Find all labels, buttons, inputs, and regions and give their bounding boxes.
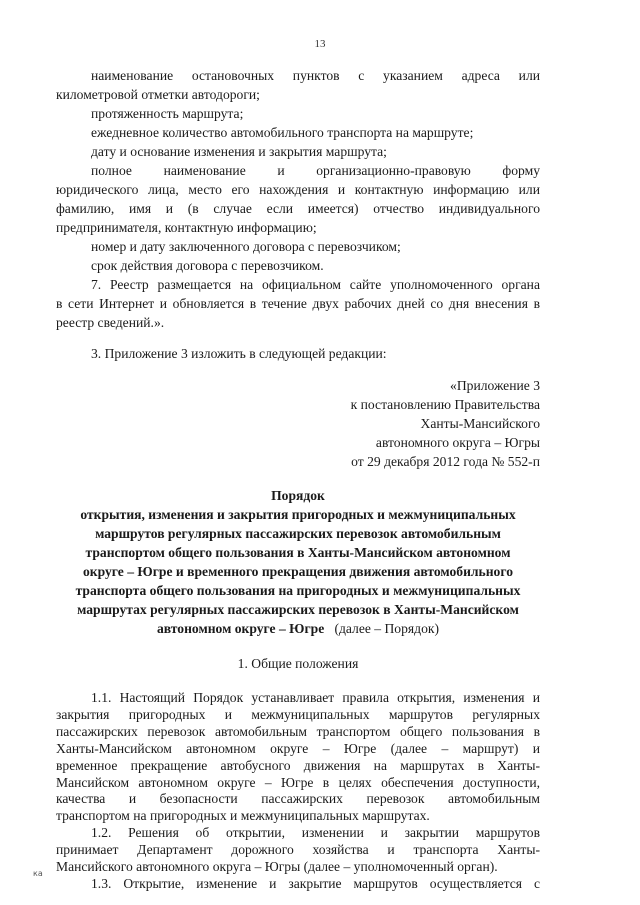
appendix-header-line: Ханты-Мансийского <box>420 416 540 431</box>
document-subtitle-line: транспорта общего пользования на пригородных и межмуниципальных <box>75 583 521 598</box>
document-subtitle-line: транспортом общего пользования в Ханты-Мансийском автономном <box>85 545 511 560</box>
appendix-header-line: от 29 декабря 2012 года № 552-п <box>351 454 540 469</box>
text-line: качества и безопасности пассажирских перевозок автомобильным <box>56 791 540 807</box>
text-line: километровой отметки автодороги; <box>56 87 260 102</box>
document-subtitle-line <box>56 621 540 637</box>
text-line: 7. Реестр размещается на официальном сайте уполномоченного органа <box>91 277 540 292</box>
document-subtitle-line: открытия, изменения и закрытия пригородных и межмуниципальных <box>80 507 516 522</box>
amendment-line: 3. Приложение 3 изложить в следующей редакции: <box>91 346 387 361</box>
text-line: Мансийского автономного округа – Югры (далее – уполномоченный орган). <box>56 859 498 875</box>
document-subtitle-line: маршрутах регулярных пассажирских перевозок в Ханты-Мансийском <box>77 602 519 617</box>
page-number: 13 <box>314 38 326 50</box>
text-line: срок действия договора с перевозчиком. <box>91 258 324 273</box>
text-line: ежедневное количество автомобильного транспорта на маршруте; <box>91 125 474 140</box>
text-line: фамилию, имя и (в случае если имеется) отчество индивидуального <box>56 201 540 216</box>
document-subtitle-line: маршрутов регулярных пассажирских перевозок автомобильным <box>95 526 501 541</box>
text-line: реестр сведений.». <box>56 315 165 330</box>
text-line: принимает Департамент дорожного хозяйства и транспорта Ханты- <box>56 842 540 858</box>
footer-mark: ка <box>33 869 43 878</box>
document-subtitle-line: округе – Югре и временного прекращения движения автомобильного <box>83 564 513 579</box>
text-line: полное наименование и организационно-правовую форму <box>91 163 540 178</box>
text-line: закрытия пригородных и межмуниципальных маршрутов регулярных <box>56 706 540 722</box>
text-line: дату и основание изменения и закрытия маршрута; <box>91 144 387 159</box>
text-line: 1.1. Настоящий Порядок устанавливает правила открытия, изменения и <box>91 690 540 705</box>
text-line: протяженность маршрута; <box>91 106 244 121</box>
appendix-header-line: автономного округа – Югры <box>375 435 540 450</box>
section-heading: 1. Общие положения <box>237 656 359 671</box>
text-line: номер и дату заключенного договора с перевозчиком; <box>91 239 401 254</box>
appendix-header-line: «Приложение 3 <box>450 378 540 393</box>
subtitle-plain-part: (далее – Порядок) <box>334 621 440 636</box>
text-line: Ханты-Мансийском автономном округе – Югре (далее – маршрут) и <box>56 740 540 756</box>
text-line: Мансийском автономном округе – Югре в целях обеспечения доступности, <box>56 774 540 790</box>
text-line: временное прекращение автобусного движения на маршрутах в Ханты- <box>56 757 540 773</box>
document-title: Порядок <box>271 488 325 503</box>
text-line: в сети Интернет и обновляется в течение двух рабочих дней со дня внесения в <box>56 296 540 311</box>
text-line: наименование остановочных пунктов с указанием адреса или <box>91 68 540 83</box>
text-line: транспортом на пригородных и межмуниципальных маршрутах. <box>56 808 430 824</box>
text-line: 1.2. Решения об открытии, изменении и закрытии маршрутов <box>91 825 540 841</box>
text-line: предпринимателя, контактную информацию; <box>56 220 317 235</box>
text-line: 1.3. Открытие, изменение и закрытие маршрутов осуществляется с <box>91 876 540 891</box>
subtitle-bold-part: автономном округе – Югре <box>156 621 325 636</box>
text-line: юридического лица, место его нахождения и контактную информацию или <box>56 182 540 197</box>
appendix-header-line: к постановлению Правительства <box>350 397 540 412</box>
text-line: пассажирских перевозок автомобильным транспортом общего пользования в <box>56 723 540 739</box>
